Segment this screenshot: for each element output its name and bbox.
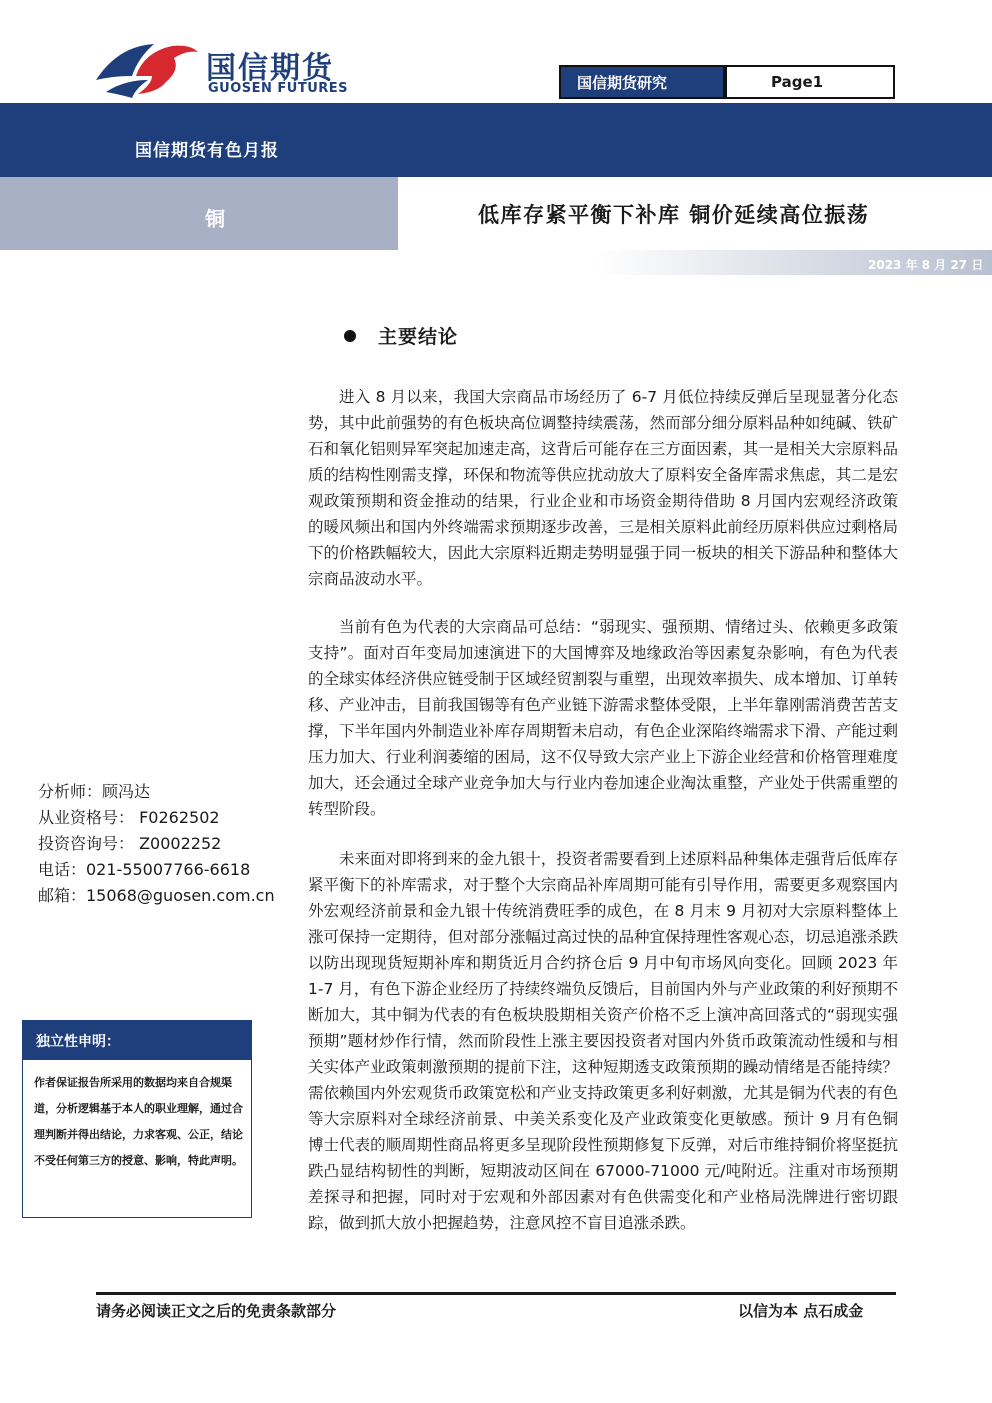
date-bar [0,250,992,275]
declaration-body: 作者保证报告所采用的数据均来自合规渠道，分析逻辑基于本人的职业理解，通过合理判断并得出结论，力求客观、公正，结论不受任何第三方的授意、影响，特此声明。 [34,1076,243,1167]
analyst-email: 邮箱：15068@guosen.com.cn [38,886,275,905]
analyst-phone: 电话：021-55007766-6618 [38,860,251,879]
category-block [0,177,398,260]
analyst-info [38,779,275,909]
section-heading: 主要结论 [378,326,459,348]
paragraph-3: 未来面对即将到来的金九银十，投资者需要看到上述原料品种集体走强背后低库存紧平衡下的补库需求，对于整个大宗商品补库周期可能有引导作用，需要更多观察国内外宏观经济前景和金九银十传统消费旺季的成色，在 8 月末 9 月初对大宗原料整体上涨可保持一定期待，但对部分涨幅过高过快的品种宜保持理性客观心态，切忌追涨杀跌以防出现现货短期补库和期货近月合约挤仓后 9 月中旬市场风向变化。回顾 2023 年 1-7 月，有色下游企业经历了持续终端负反馈后，目前国内外与产业政策的利好预期不断加大，其中铜为代表的有色板块股期相关资产价格不乏上演冲高回落式的“弱现实强预期”题材炒作行情，然而阶段性上涨主要因投资者对国内外货币政策流动性缓和与相关实体产业政策刺激预期的提前下注，这种短期透支政策预期的躁动情绪是否能持续？需依赖国内外宏观货币政策宽松和产业支持政策更多利好刺激，尤其是铜为代表的有色等大宗原料对全球经济前景、中美关系变化及产业政策变化更敏感。预计 9 月有色铜博士代表的顺周期性商品将更多呈现阶段性预期修复下反弹，对后市维持铜价将坚挺抗跌凸显结构韧性的判断，短期波动区间在 67000-71000 元/吨附近。注重对市场预期差探寻和把握，同时对于宏观和外部因素对有色供需变化和产业格局洗牌进行密切跟踪，做到抓大放小把握趋势，注意风控不盲目追涨杀跌。 [308,850,898,1232]
brand-name-cn: 国信期货 [206,51,334,86]
footer-disclaimer-note: 请务必阅读正文之后的免责条款部分 [96,1302,337,1320]
declaration-title: 独立性申明： [22,1020,252,1060]
report-title: 低库存紧平衡下补库 铜价延续高位振荡 [478,203,870,227]
analyst-name: 分析师：顾冯达 [38,782,151,801]
report-series: 国信期货有色月报 [135,141,279,161]
report-date: 2023 年 8 月 27 日 [868,258,984,272]
analyst-qualification: 从业资格号： F0262502 [38,808,220,827]
page-label: Page1 [725,65,895,99]
research-label: 国信期货研究 [559,65,725,99]
paragraph-2: 当前有色为代表的大宗商品可总结：“弱现实、强预期、情绪过头、依赖更多政策支持”。面对百年变局加速演进下的大国博弈及地缘政治等因素复杂影响，有色为代表的全球实体经济供应链受制于区域经贸割裂与重塑，出现效率损失、成本增加、订单转移、产业冲击，目前我国锡等有色产业链下游需求整体受限，上半年靠刚需消费苦苦支撑，下半年国内外制造业补库存周期暂未启动，有色企业深陷终端需求下滑、产能过剩压力加大、行业利润萎缩的困局，这不仅导致大宗产业上下游企业经营和价格管理难度加大，还会通过全球产业竞争加大与行业内卷加速企业淘汰重整，产业处于供需重塑的转型阶段。 [308,618,898,818]
footer-divider [96,1292,896,1295]
category-label: 铜 [205,207,225,231]
analyst-consulting-number: 投资咨询号： Z0002252 [38,834,222,853]
bullet-icon [344,330,356,342]
footer-slogan: 以信为本 点石成金 [738,1302,864,1320]
paragraph-1: 进入 8 月以来，我国大宗商品市场经历了 6-7 月低位持续反弹后呈现显著分化态势，其中此前强势的有色板块高位调整持续震荡，然而部分细分原料品种如纯碱、铁矿石和氧化铝则异军突起加速走高，这背后可能存在三方面因素，其一是相关大宗原料品质的结构性刚需支撑，环保和物流等供应扰动放大了原料安全备库需求焦虑，其二是宏观政策预期和资金推动的结果，行业企业和市场资金期待借助 8 月国内宏观经济政策的暖风频出和国内外终端需求预期逐步改善，三是相关原料此前经历原料供应过剩格局下的价格跌幅较大，因此大宗原料近期走势明显强于同一板块的相关下游品种和整体大宗商品波动水平。 [308,388,898,588]
brand-name-en: GUOSEN FUTURES [208,81,349,96]
guosen-logo-icon [92,40,202,100]
